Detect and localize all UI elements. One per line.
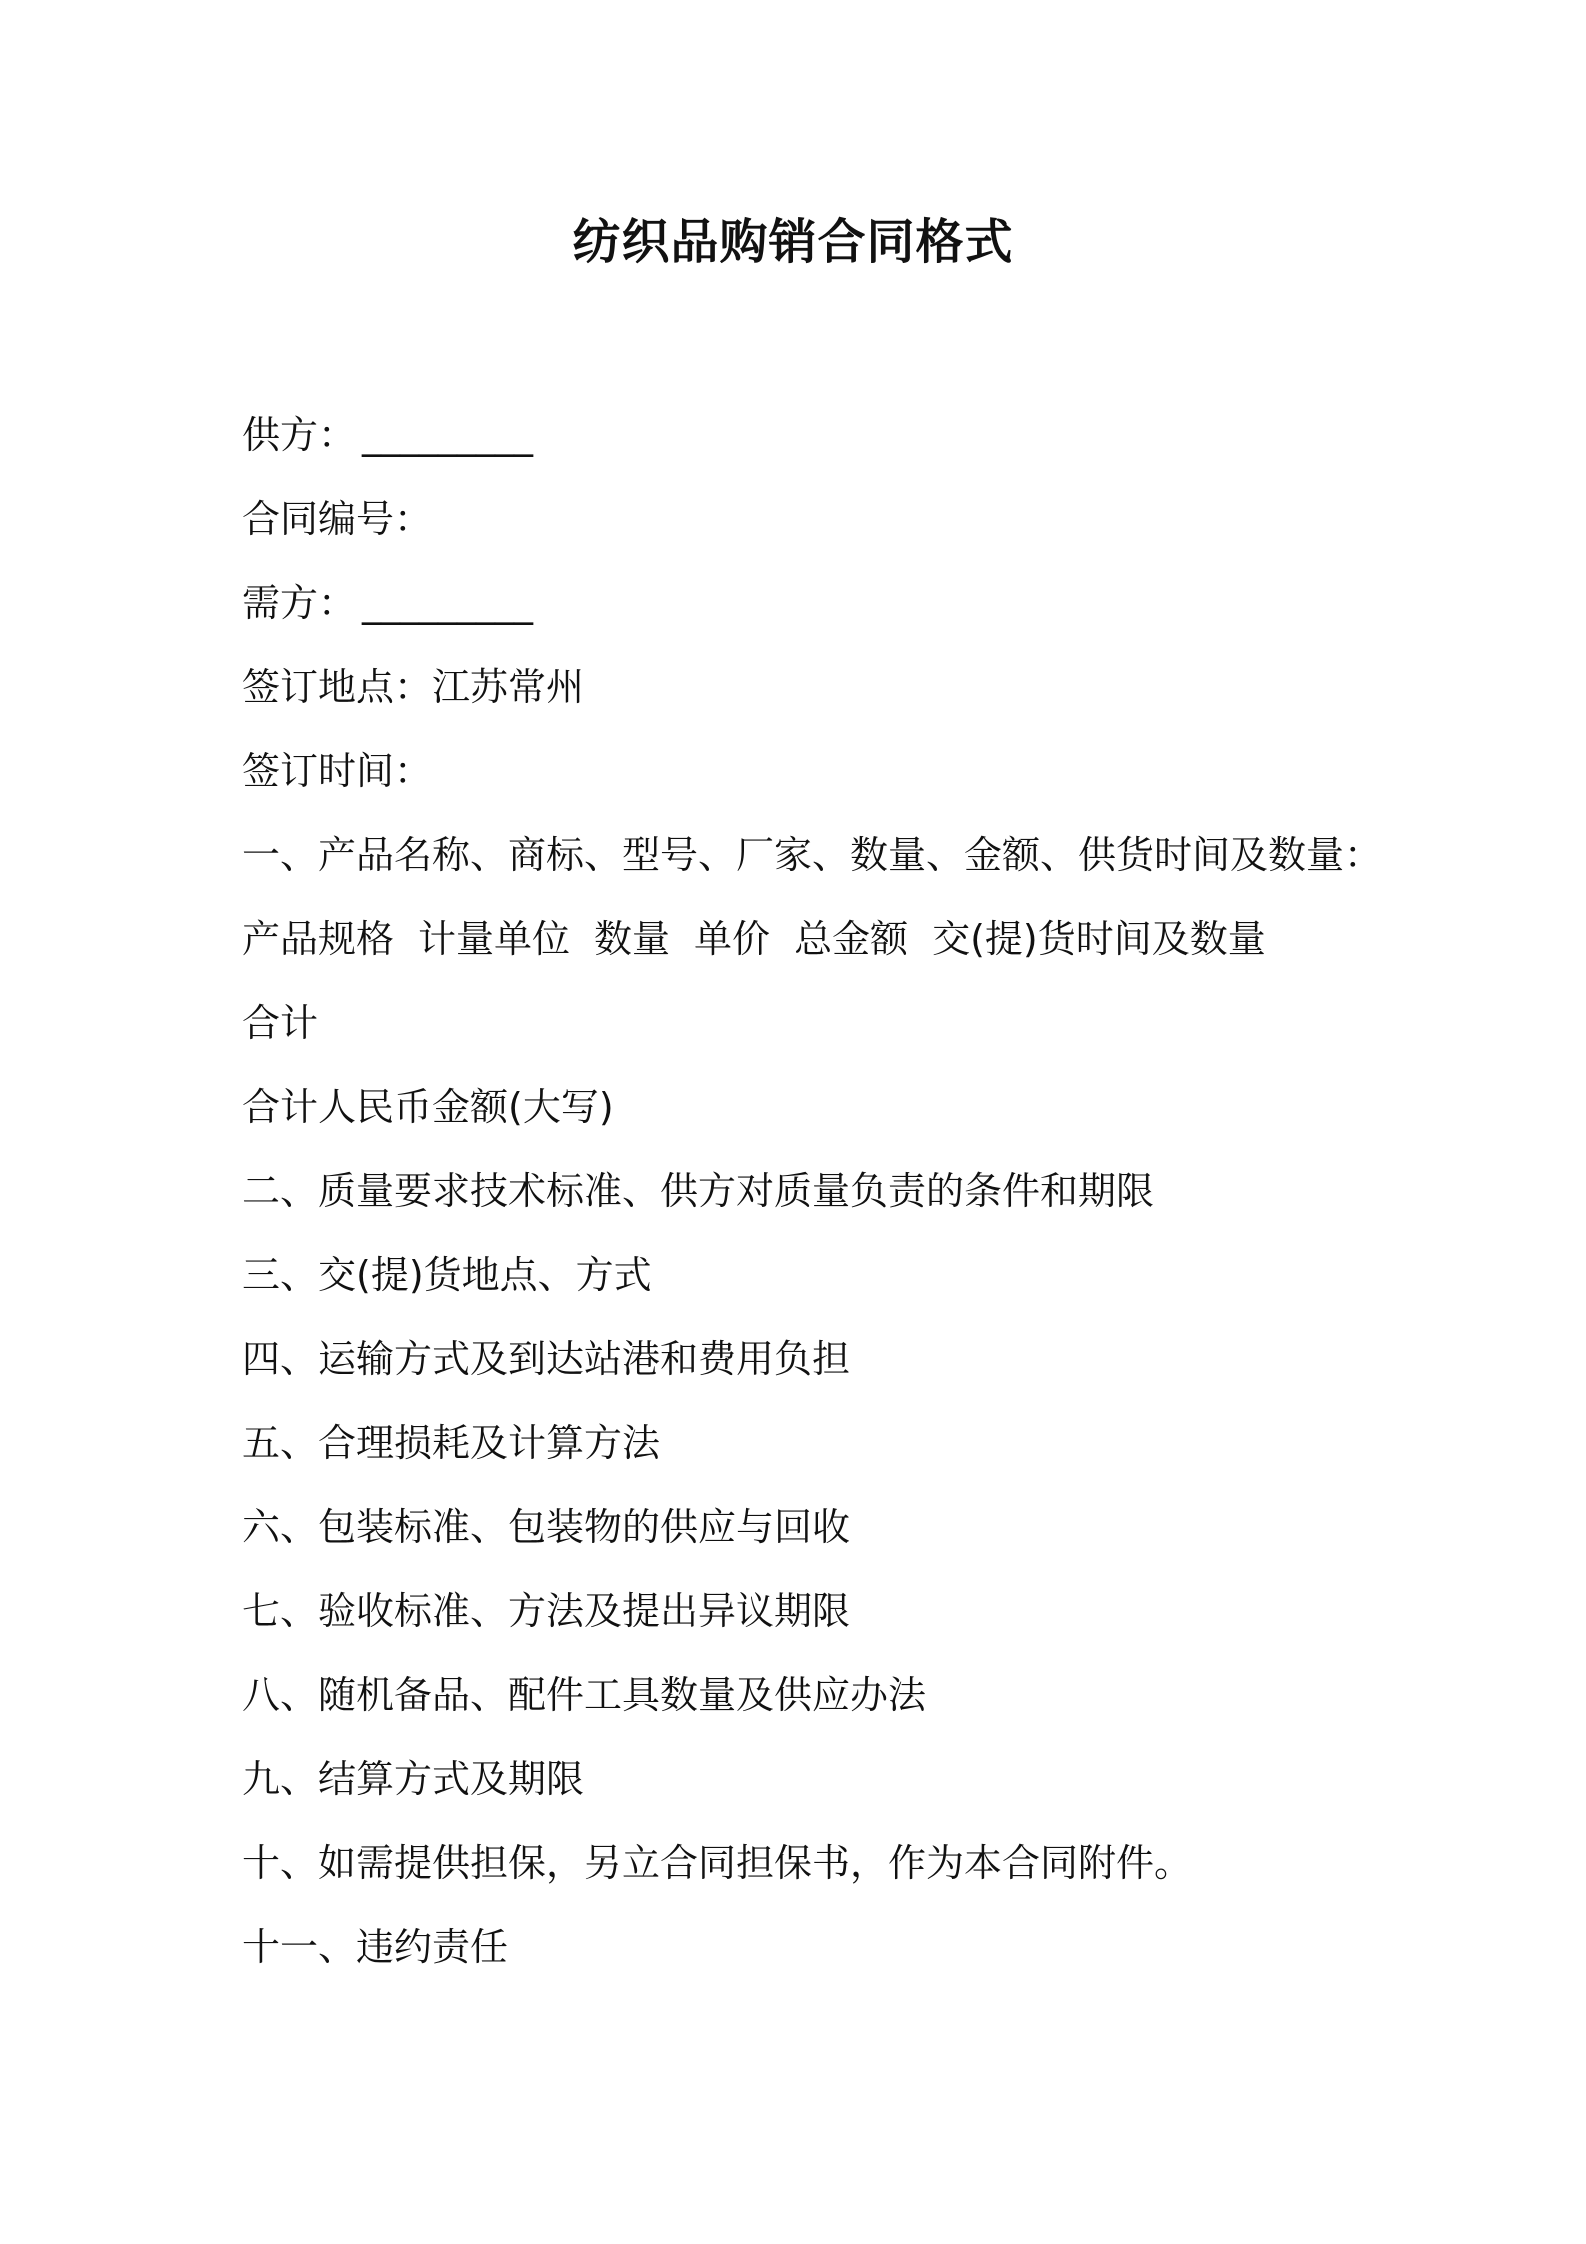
buyer-blank: _________ xyxy=(362,581,534,625)
clause-8: 八、随机备品、配件工具数量及供应办法 xyxy=(242,1673,927,1717)
document-title: 纺织品购销合同格式 xyxy=(572,214,1014,270)
clause-11: 十一、违约责任 xyxy=(242,1925,509,1969)
supplier-line xyxy=(242,403,1442,487)
total-line: 合计 xyxy=(242,1001,319,1045)
clause-10: 十、如需提供担保，另立合同担保书，作为本合同附件。 xyxy=(242,1841,1193,1885)
document-body xyxy=(242,403,1442,1999)
spec-header-row xyxy=(242,907,1442,991)
clause-1: 一、产品名称、商标、型号、厂家、数量、金额、供货时间及数量： xyxy=(242,833,1383,877)
signing-place-line xyxy=(242,655,1442,739)
supplier-blank: _________ xyxy=(362,413,534,457)
spec-header-delivery-time: 交(提)货时间及数量 xyxy=(932,917,1266,961)
spec-header-unit: 计量单位 xyxy=(418,917,571,961)
clause-9: 九、结算方式及期限 xyxy=(242,1757,585,1801)
signing-time-label: 签订时间： xyxy=(242,749,433,793)
clause-2: 二、质量要求技术标准、供方对质量负责的条件和期限 xyxy=(242,1169,1155,1213)
spec-header-product-spec: 产品规格 xyxy=(242,917,395,961)
spec-header-unit-price: 单价 xyxy=(694,917,771,961)
signing-time-line xyxy=(242,739,1442,823)
buyer-line xyxy=(242,571,1442,655)
buyer-label: 需方： xyxy=(242,581,357,625)
supplier-label: 供方： xyxy=(242,413,357,457)
total-rmb-line: 合计人民币金额(大写) xyxy=(242,1085,614,1129)
signing-place-label: 签订地点： xyxy=(242,665,433,709)
clause-6: 六、包装标准、包装物的供应与回收 xyxy=(242,1505,851,1549)
clause-5: 五、合理损耗及计算方法 xyxy=(242,1421,661,1465)
spec-header-total-amount: 总金额 xyxy=(794,917,909,961)
contract-number-label: 合同编号： xyxy=(242,497,433,541)
clause-4: 四、运输方式及到达站港和费用负担 xyxy=(242,1337,851,1381)
signing-place-value: 江苏常州 xyxy=(432,665,585,709)
clause-7: 七、验收标准、方法及提出异议期限 xyxy=(242,1589,851,1633)
spec-header-quantity: 数量 xyxy=(594,917,671,961)
clause-3: 三、交(提)货地点、方式 xyxy=(242,1253,652,1297)
contract-number-line xyxy=(242,487,1442,571)
